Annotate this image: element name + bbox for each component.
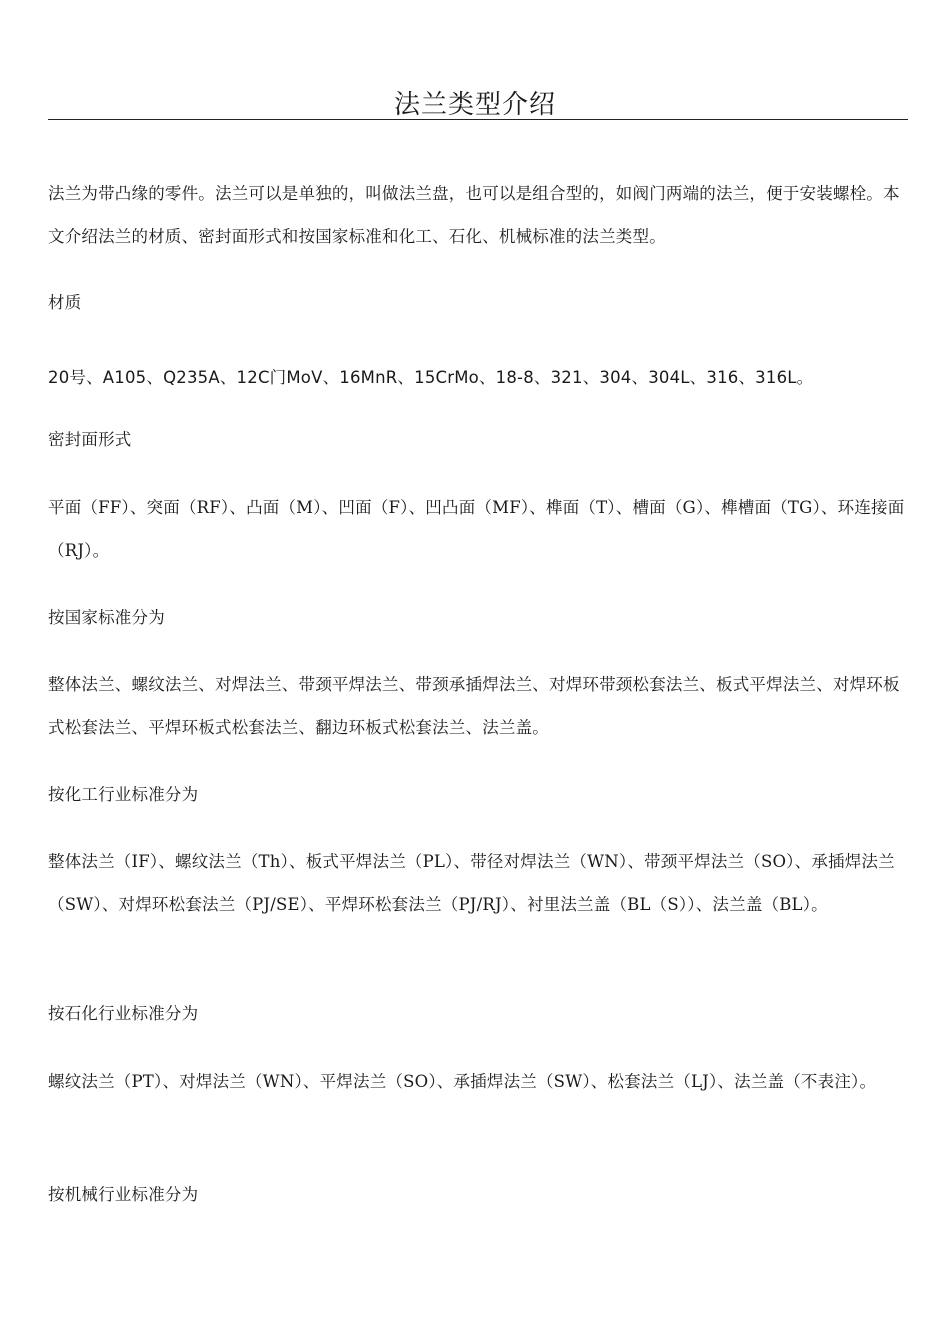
section-body-petrochemical-standard: 螺纹法兰（PT）、对焊法兰（WN）、平焊法兰（SO）、承插焊法兰（SW）、松套法兰（LJ）、法兰盖（不表注）。 xyxy=(48,1072,877,1091)
section-body-chemical-standard: 整体法兰（IF）、螺纹法兰（Th）、板式平焊法兰（PL）、带径对焊法兰（WN）、带颈平焊法兰（SO）、承插焊法兰（SW）、对焊环松套法兰（PJ/SE）、平焊环松套法兰（PJ/RJ）、衬里法兰盖（BL（S））、法兰盖（BL）。 xyxy=(48,852,895,914)
section-heading-material: 材质 xyxy=(48,293,82,312)
section-body-material: 20号、A105、Q235A、12C门MoV、16MnR、15CrMo、18-8、321、304、304L、316、316L。 xyxy=(48,368,814,387)
intro-paragraph: 法兰为带凸缘的零件。法兰可以是单独的，叫做法兰盘，也可以是组合型的，如阀门两端的法兰，便于安装螺栓。本文介绍法兰的材质、密封面形式和按国家标准和化工、石化、机械标准的法兰类型。 xyxy=(48,184,900,246)
title-underline xyxy=(48,119,908,120)
section-heading-sealing-face: 密封面形式 xyxy=(48,430,132,449)
section-heading-petrochemical-standard: 按石化行业标准分为 xyxy=(48,1004,199,1023)
section-heading-national-standard: 按国家标准分为 xyxy=(48,608,165,627)
section-body-sealing-face: 平面（FF）、突面（RF）、凸面（M）、凹面（F）、凹凸面（MF）、榫面（T）、槽面（G）、榫槽面（TG）、环连接面（RJ）。 xyxy=(48,498,905,560)
section-heading-chemical-standard: 按化工行业标准分为 xyxy=(48,785,199,804)
document-title: 法兰类型介绍 xyxy=(393,90,556,120)
section-heading-mechanical-standard: 按机械行业标准分为 xyxy=(48,1185,199,1204)
section-body-national-standard: 整体法兰、螺纹法兰、对焊法兰、带颈平焊法兰、带颈承插焊法兰、对焊环带颈松套法兰、板式平焊法兰、对焊环板式松套法兰、平焊环板式松套法兰、翻边环板式松套法兰、法兰盖。 xyxy=(48,675,900,737)
